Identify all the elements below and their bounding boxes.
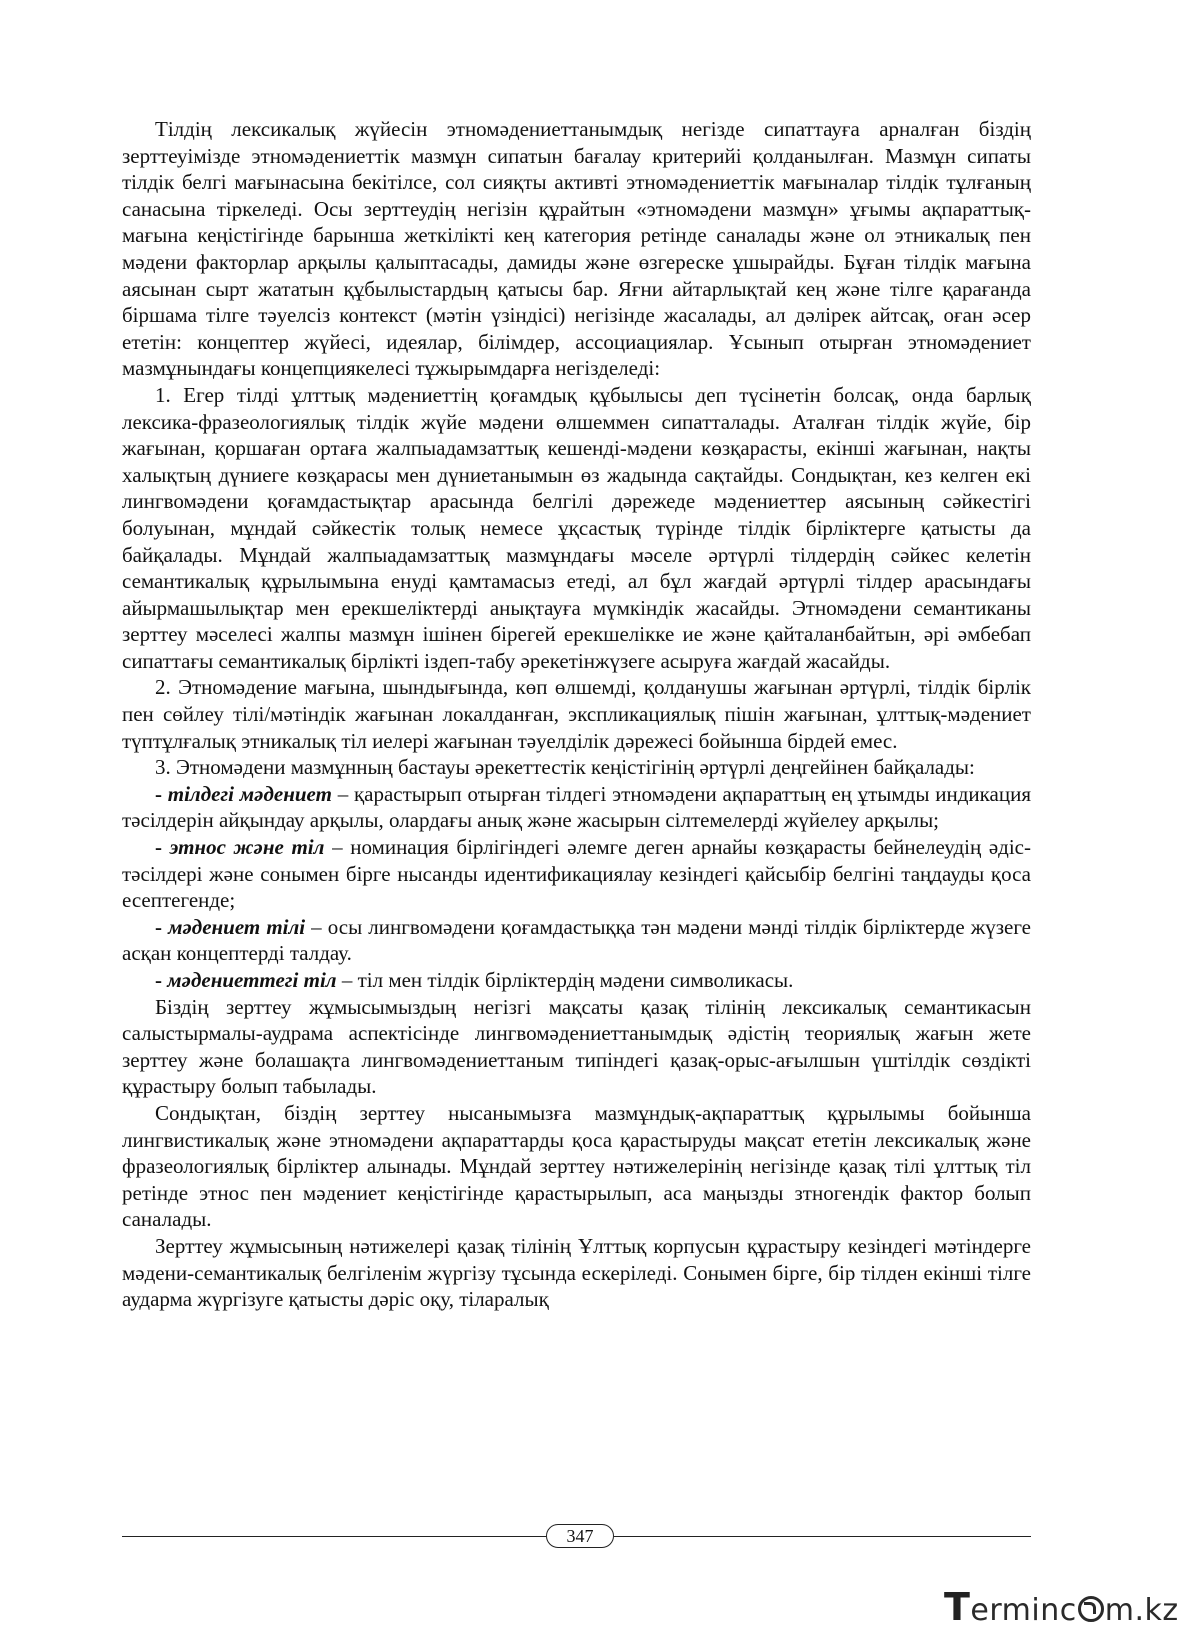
footer-rule-right [614, 1536, 1031, 1537]
body-text [122, 116, 1031, 1313]
list-item [122, 834, 1031, 914]
list-prefix: - [155, 835, 170, 860]
footer-rule-left [122, 1536, 546, 1537]
list-item [122, 914, 1031, 967]
list-term: мәдениет тілі [168, 914, 306, 939]
list-item [122, 967, 1031, 994]
list-term: тілдегі мәдениет [167, 781, 332, 806]
watermark-text: erminc [970, 1593, 1077, 1628]
watermark-logo [944, 1586, 1179, 1628]
list-prefix: - [155, 914, 169, 939]
page-number: 347 [546, 1524, 614, 1548]
paragraph: Сондықтан, біздің зерттеу нысанымызға мазмұндық-ақпараттық құрылымы бойынша лингвистикалық және этномәдени ақпараттарды қоса қарастыруды мақсат ететін лексикалық және фразеологиялық бірліктер алынады. Мұндай зерттеу нәтижелерінің негізінде қазақ тілі ұлттық тіл ретінде этнос пен мәдениет кеңістігінде қарастырылып, аса маңызды зтногендік фактор болып саналады. [122, 1100, 1031, 1232]
paragraph: Біздің зерттеу жұмысымыздың негізгі мақсаты қазақ тілінің лексикалық семантикасын салыстырмалы-аудрама аспектісінде лингвомәдениеттанымдық әдістің теориялық жағын жете зерттеу және болашақта лингвомәдениеттаным типіндегі қазақ-орыс-ағылшын үштілдік сөздікті құрастыру болып табылады. [122, 994, 1031, 1099]
watermark-o-icon [1078, 1596, 1104, 1622]
list-text: – номинация бірлігіндегі әлемге деген арнайы көзқарасты бейнелеудің әдіс-тәсілдері және сонымен бірге нысанды идентификациялау кезіндегі қайсыбір белгіні таңдауды қоса есептегенде; [122, 835, 1031, 913]
watermark-domain: m.kz [1104, 1593, 1179, 1628]
list-item [122, 781, 1031, 834]
paragraph: Зерттеу жұмысының нәтижелері қазақ тілінің Ұлттық корпусын құрастыру кезіндегі мәтіндерге мәдени-семантикалық белгіленім жүргізу тұсында ескеріледі. Сонымен бірге, бір тілден екінші тілге аударма жүргізуге қатысты дәріс оқу, тіларалық [122, 1233, 1031, 1312]
list-text: – осы лингвомәдени қоғамдастыққа тән мәдени мәнді тілдік бірліктерде жүзеге асқан концептерді талдау. [122, 914, 1032, 966]
paragraph: Тілдің лексикалық жүйесін этномәдениеттанымдық негізде сипаттауға арналған біздің зерттеуімізде этномәдениеттік мазмұн сипатын бағалау критерийі қолданылған. Мазмұн сипаты тілдік белгі мағынасына бекітілсе, сол сияқты активті этномәдениеттік мағыналар тілдік тұлғаның санасына тіркеледі. Осы зерттеудің негізін құрайтын «этномәдени мазмұн» ұғымы ақпараттық-мағына кеңістігінде барынша жеткілікті кең категория ретінде саналады және ол этникалық пен мәдени факторлар арқылы қалыптасады, дамиды және өзгереске ұшырайды. Бұған тілдік мағына аясынан сырт жататын құбылыстардың қатысы бар. Яғни айтарлықтай кең және тілге қарағанда біршама тілге тәуелсіз контекст (мәтін үзіндісі) негізінде жасалады, ал дәлірек айтсақ, оған әсер ететін: концептер жүйесі, идеялар, білімдер, ассоциациялар. Ұсынып отырған этномәдениет мазмұнындағы концепциякелесі тұжырымдарға негізделеді: [122, 117, 1031, 381]
list-term: мәдениеттегі тіл [167, 968, 337, 992]
watermark-letter: T [944, 1585, 971, 1629]
paragraph: 2. Этномәдение мағына, шындығында, көп өлшемді, қолданушы жағынан әртүрлі, тілдік бірлік пен сөйлеу тілі/мәтіндік жағынан локалданған, экспликациялық пішін жағынан, ұлттық-мәдениет түптұлғалық этникалық тіл иелері жағынан тәуелділік дәрежесі бойынша бірдей емес. [122, 675, 1031, 753]
list-prefix: - [155, 781, 168, 806]
list-term: этнос және тіл [169, 835, 325, 860]
paragraph: 1. Егер тілді ұлттық мәдениеттің қоғамдық құбылысы деп түсінетін болсақ, онда барлық лексика-фразеологиялық тілдік жүйе мәдени өлшеммен сипатталады. Аталған тілдік жүйе, бір жағынан, қоршаған ортаға жалпыадамзаттық кешенді-мәдени көзқарасты, екінші жағынан, нақты халықтың дүниеге көзқарасы мен дүниетанымын өз жадында сақтайды. Сондықтан, кез келген екі лингвомәдени қоғамдастықтар арасында белгілі дәрежеде мәдениеттер аясының сәйкестігі болуынан, мұндай сәйкестік толық немесе ұқсастық түрінде тілдік бірліктерге қатысты да байқалады. Мұндай жалпыадамзаттық мазмұндағы мәселе әртүрлі тілдердің сәйкес келетін семантикалық құрылымына енуді қамтамасыз етеді, ал бұл жағдай әртүрлі тілдер арасындағы айырмашылықтар мен ерекшеліктерді анықтауға мүмкіндік жасайды. Этномәдени семантиканы зерттеу мәселесі жалпы мазмұн ішінен бірегей ерекшелікке ие және қайталанбайтын, әрі әмбебап сипаттағы семантикалық бірлікті іздеп-табу әрекетінжүзеге асыруға жағдай жасайды. [122, 382, 1031, 673]
list-text: – қарастырып отырған тілдегі этномәдени ақпараттың ең ұтымды индикация тәсілдерін айқындау арқылы, олардағы анық және жасырын сілтемелерді жүйелеу арқылы; [122, 781, 1031, 833]
paragraph: 3. Этномәдени мазмұнның бастауы әрекеттестік кеңістігінің әртүрлі деңгейінен байқалады: [155, 755, 975, 780]
list-text: – тіл мен тілдік бірліктердің мәдени символикасы. [336, 968, 794, 992]
list-prefix: - [155, 968, 168, 992]
